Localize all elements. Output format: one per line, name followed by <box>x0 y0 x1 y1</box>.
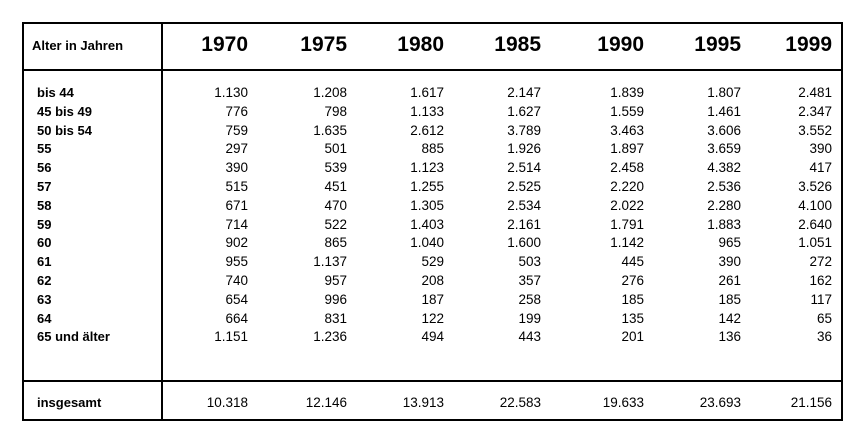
table-cell: 1.617 <box>410 85 444 100</box>
total-cell: 19.633 <box>602 395 644 410</box>
table-cell: 1.133 <box>410 103 444 119</box>
table-cell: 798 <box>324 103 347 119</box>
table-row <box>24 85 841 103</box>
table-cell: 297 <box>225 141 248 157</box>
table-cell: 142 <box>718 310 741 326</box>
table-cell: 122 <box>421 310 444 326</box>
header-divider <box>24 69 841 71</box>
table-cell: 445 <box>621 254 644 270</box>
table-row <box>24 179 841 197</box>
table-cell: 2.534 <box>507 197 541 213</box>
table-cell: 1.926 <box>507 141 541 157</box>
table-cell: 276 <box>621 273 644 288</box>
table-cell: 965 <box>718 235 741 251</box>
table-cell: 955 <box>225 254 248 270</box>
table-cell: 1.123 <box>410 160 444 176</box>
table-cell: 1.142 <box>610 235 644 251</box>
table-cell: 2.458 <box>610 160 644 176</box>
row-label: 55 <box>37 141 52 157</box>
table-cell: 3.606 <box>707 122 741 138</box>
table-cell: 1.627 <box>507 103 541 119</box>
row-label: 58 <box>37 197 52 213</box>
table-cell: 996 <box>324 291 347 307</box>
row-label: 60 <box>37 235 52 251</box>
table-cell: 1.559 <box>610 103 644 119</box>
table-row <box>24 273 841 291</box>
year-header: 1980 <box>397 33 444 56</box>
table-row <box>24 160 841 178</box>
table-cell: 470 <box>324 197 347 213</box>
table-cell: 654 <box>225 291 248 307</box>
table-cell: 759 <box>225 122 248 138</box>
table-cell: 831 <box>324 310 347 326</box>
table-cell: 390 <box>225 160 248 176</box>
table-cell: 1.236 <box>313 329 347 345</box>
total-divider <box>24 380 841 382</box>
table-cell: 1.635 <box>313 122 347 138</box>
total-cell: 10.318 <box>206 395 248 410</box>
table-cell: 515 <box>225 179 248 194</box>
table-row <box>24 104 841 122</box>
table-row <box>24 123 841 141</box>
data-table <box>22 22 843 421</box>
table-cell: 261 <box>718 273 741 288</box>
table-cell: 2.612 <box>410 122 444 138</box>
table-cell: 885 <box>421 141 444 157</box>
table-cell: 740 <box>225 273 248 288</box>
table-cell: 1.839 <box>610 85 644 100</box>
total-row <box>24 394 841 412</box>
table-cell: 3.526 <box>798 179 832 194</box>
table-cell: 187 <box>421 291 444 307</box>
table-cell: 1.051 <box>798 235 832 251</box>
row-label: 63 <box>37 291 52 307</box>
year-header: 1999 <box>785 33 832 56</box>
total-cell: 23.693 <box>699 395 741 410</box>
year-header: 1985 <box>494 33 541 56</box>
table-cell: 451 <box>324 179 347 194</box>
table-cell: 1.883 <box>707 216 741 232</box>
table-cell: 2.347 <box>798 103 832 119</box>
table-cell: 1.807 <box>707 85 741 100</box>
total-label: insgesamt <box>37 395 102 410</box>
table-cell: 3.463 <box>610 122 644 138</box>
table-cell: 36 <box>816 329 832 345</box>
row-label: 62 <box>37 273 52 288</box>
table-cell: 3.552 <box>798 122 832 138</box>
year-header: 1970 <box>201 33 248 56</box>
table-row <box>24 311 841 329</box>
table-cell: 117 <box>810 291 832 307</box>
table-cell: 2.220 <box>610 179 644 194</box>
table-cell: 1.600 <box>507 235 541 251</box>
table-cell: 4.100 <box>798 197 832 213</box>
table-cell: 1.255 <box>410 179 444 194</box>
table-cell: 4.382 <box>707 160 741 176</box>
table-row <box>24 198 841 216</box>
table-cell: 2.161 <box>507 216 541 232</box>
table-cell: 865 <box>324 235 347 251</box>
table-cell: 503 <box>518 254 541 270</box>
row-label: 64 <box>37 310 52 326</box>
table-row <box>24 217 841 235</box>
table-cell: 501 <box>324 141 347 157</box>
table-cell: 201 <box>621 329 644 345</box>
table-cell: 390 <box>809 141 832 157</box>
table-cell: 671 <box>225 197 248 213</box>
table-cell: 2.514 <box>507 160 541 176</box>
table-row <box>24 254 841 272</box>
row-label: 61 <box>37 254 52 270</box>
table-cell: 136 <box>718 329 741 345</box>
table-cell: 258 <box>518 291 541 307</box>
table-cell: 2.147 <box>507 85 541 100</box>
row-label: 45 bis 49 <box>37 103 92 119</box>
table-cell: 185 <box>621 291 644 307</box>
table-row <box>24 329 841 347</box>
table-cell: 494 <box>421 329 444 345</box>
table-cell: 443 <box>518 329 541 345</box>
table-cell: 2.525 <box>507 179 541 194</box>
table-cell: 65 <box>816 310 832 326</box>
table-cell: 2.022 <box>610 197 644 213</box>
table-row <box>24 235 841 253</box>
table-cell: 1.151 <box>214 329 248 345</box>
table-cell: 902 <box>225 235 248 251</box>
total-cell: 13.913 <box>402 395 444 410</box>
table-row <box>24 141 841 159</box>
table-cell: 199 <box>518 310 541 326</box>
year-header: 1990 <box>597 33 644 56</box>
row-label: 50 bis 54 <box>37 122 92 138</box>
table-cell: 185 <box>718 291 741 307</box>
table-cell: 390 <box>718 254 741 270</box>
row-label: 56 <box>37 160 52 176</box>
year-header: 1975 <box>300 33 347 56</box>
table-cell: 135 <box>621 310 644 326</box>
table-cell: 522 <box>324 216 347 232</box>
table-cell: 2.640 <box>798 216 832 232</box>
table-cell: 1.403 <box>410 216 444 232</box>
total-cell: 12.146 <box>305 395 347 410</box>
table-cell: 208 <box>421 273 444 288</box>
row-label: 57 <box>37 179 52 194</box>
table-cell: 272 <box>809 254 832 270</box>
table-cell: 1.040 <box>410 235 444 251</box>
table-cell: 1.305 <box>410 197 444 213</box>
table-cell: 539 <box>324 160 347 176</box>
row-label: 59 <box>37 216 52 232</box>
table-cell: 2.481 <box>798 85 832 100</box>
table-cell: 417 <box>809 160 832 176</box>
row-label: 65 und älter <box>37 329 110 345</box>
table-cell: 529 <box>421 254 444 270</box>
table-cell: 714 <box>225 216 248 232</box>
table-cell: 2.280 <box>707 197 741 213</box>
table-cell: 357 <box>518 273 541 288</box>
table-cell: 664 <box>225 310 248 326</box>
table-cell: 3.659 <box>707 141 741 157</box>
table-cell: 1.461 <box>707 103 741 119</box>
total-cell: 21.156 <box>790 395 832 410</box>
table-row <box>24 292 841 310</box>
table-cell: 2.536 <box>707 179 741 194</box>
header-label: Alter in Jahren <box>32 38 124 53</box>
table-cell: 1.897 <box>610 141 644 157</box>
table-cell: 3.789 <box>507 122 541 138</box>
table-cell: 776 <box>225 103 248 119</box>
table-cell: 162 <box>809 273 832 288</box>
table-cell: 1.130 <box>214 85 248 100</box>
row-label: bis 44 <box>37 85 74 100</box>
table-cell: 957 <box>324 273 347 288</box>
year-header: 1995 <box>694 33 741 56</box>
table-cell: 1.791 <box>610 216 644 232</box>
table-cell: 1.137 <box>313 254 347 270</box>
total-cell: 22.583 <box>499 395 541 410</box>
table-cell: 1.208 <box>313 85 347 100</box>
